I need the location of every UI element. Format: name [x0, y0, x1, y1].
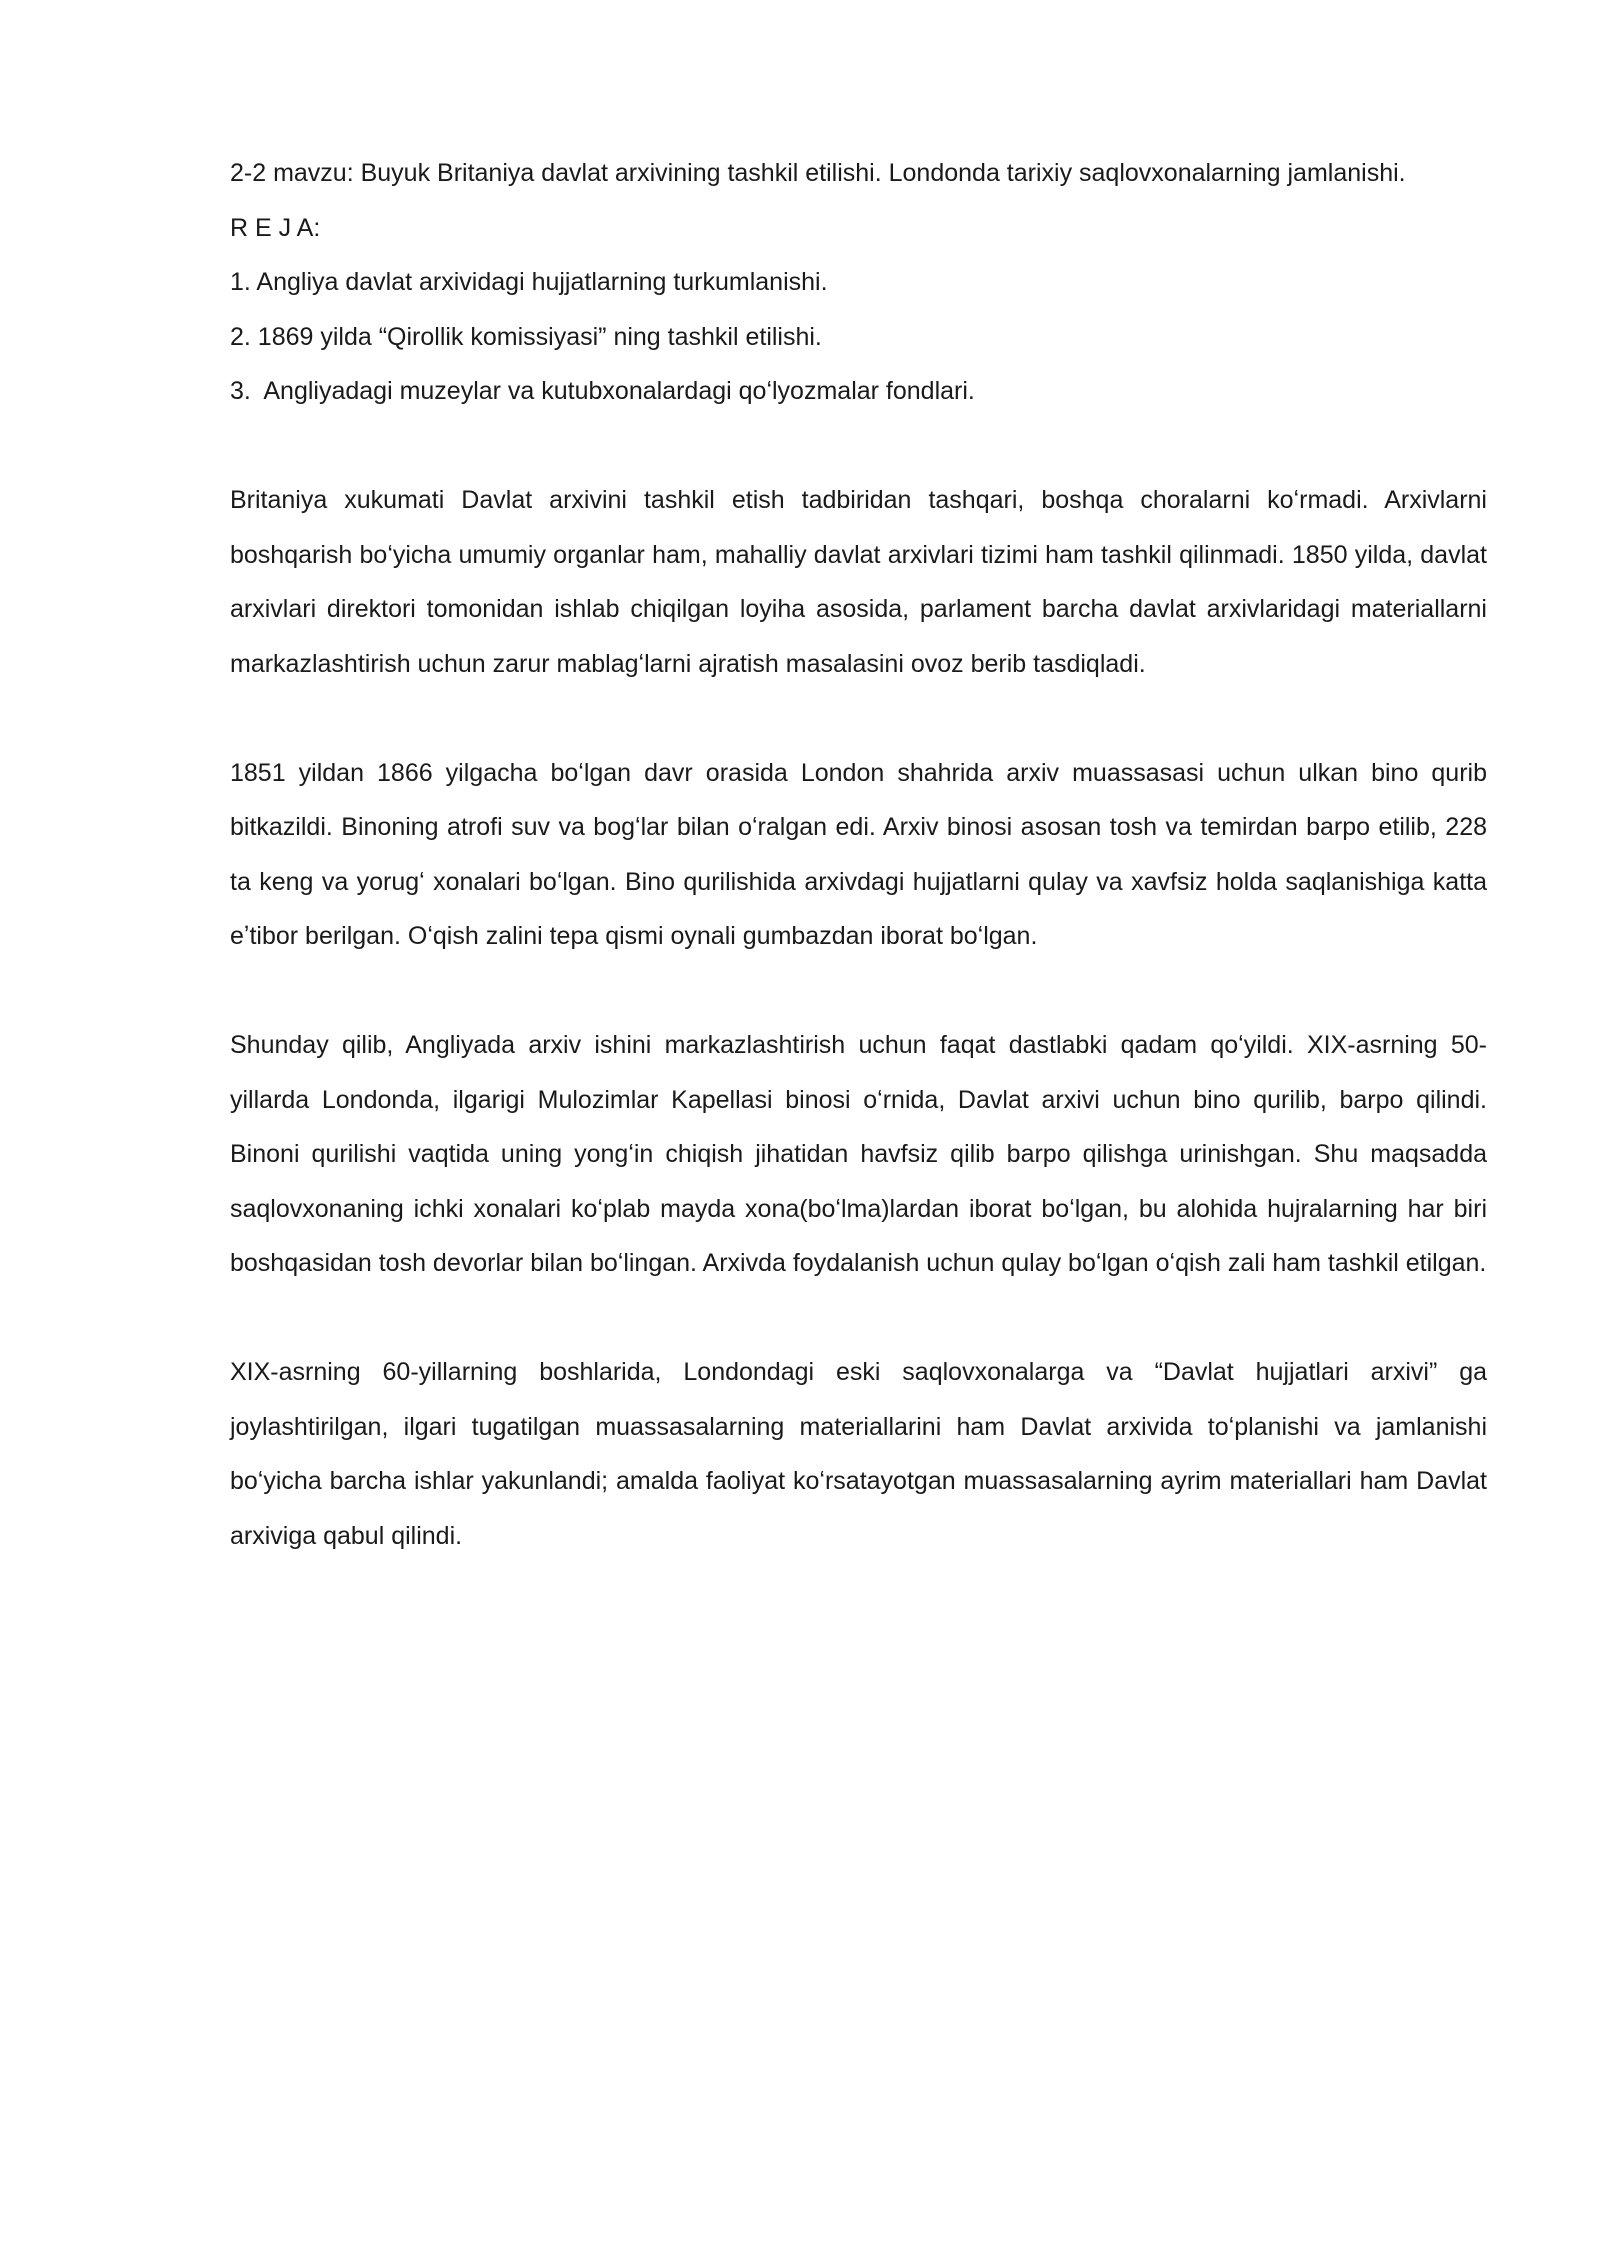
- topic-title: 2-2 mavzu: Buyuk Britaniya davlat arxivining tashkil etilishi. Londonda tarixiy saqlovxonalarning jamlanishi.: [230, 159, 1406, 187]
- plan-heading: R E J A:: [230, 213, 321, 242]
- plan-item-1: 1. Angliya davlat arxividagi hujjatlarning turkumlanishi.: [230, 268, 828, 296]
- paragraph-spacer: [230, 691, 1487, 746]
- paragraph-4: XIX-asrning 60-yillarning boshlarida, Londondagi eski saqlovxonalarga va “Davlat hujjatlari arxivi” ga joylashtirilgan, ilgari tugatilgan muassasalarning materiallarini ham Davlat arxivida toʻplanishi va jamlanishi boʻyicha barcha ishlar yakunlandi; amalda faoliyat koʻrsatayotgan muassasalarning ayrim materiallari ham Davlat arxiviga qabul qilindi.: [230, 1358, 1487, 1550]
- plan-item-2: 2. 1869 yilda “Qirollik komissiyasi” ning tashkil etilishi.: [230, 322, 822, 351]
- paragraph-spacer: [230, 419, 1487, 474]
- document-body: [230, 146, 1487, 1563]
- paragraph-2: 1851 yildan 1866 yilgacha boʻlgan davr orasida London shahrida arxiv muassasasi uchun ulkan bino qurib bitkazildi. Binoning atrofi suv va bogʻlar bilan oʻralgan edi. Arxiv binosi asosan tosh va temirdan barpo etilib, 228 ta keng va yorugʻ xonalari boʻlgan. Bino qurilishida arxivdagi hujjatlarni qulay va xavfsiz holda saqlanishiga katta eʼtibor berilgan. Oʻqish zalini tepa qismi oynali gumbazdan iborat boʻlgan.: [230, 758, 1487, 950]
- paragraph-spacer: [230, 1291, 1487, 1346]
- paragraph-1: Britaniya xukumati Davlat arxivini tashkil etish tadbiridan tashqari, boshqa choralarni koʻrmadi. Arxivlarni boshqarish boʻyicha umumiy organlar ham, mahalliy davlat arxivlari tizimi ham tashkil qilinmadi. 1850 yilda, davlat arxivlari direktori tomonidan ishlab chiqilgan loyiha asosida, parlament barcha davlat arxivlaridagi materiallarni markazlashtirish uchun zarur mablagʻlarni ajratish masalasini ovoz berib tasdiqladi.: [230, 486, 1487, 678]
- plan-item-3: 3. Angliyadagi muzeylar va kutubxonalardagi qoʻlyozmalar fondlari.: [230, 377, 975, 405]
- paragraph-3: Shunday qilib, Angliyada arxiv ishini markazlashtirish uchun faqat dastlabki qadam qoʻyildi. XIX-asrning 50-yillarda Londonda, ilgarigi Mulozimlar Kapellasi binosi oʻrnida, Davlat arxivi uchun bino qurilib, barpo qilindi. Binoni qurilishi vaqtida uning yongʻin chiqish jihatidan havfsiz qilib barpo qilishga urinishgan. Shu maqsadda saqlovxonaning ichki xonalari koʻplab mayda xona(boʻlma)lardan iborat boʻlgan, bu alohida hujralarning har biri boshqasidan tosh devorlar bilan boʻlingan. Arxivda foydalanish uchun qulay boʻlgan oʻqish zali ham tashkil etilgan.: [230, 1031, 1487, 1277]
- paragraph-spacer: [230, 964, 1487, 1019]
